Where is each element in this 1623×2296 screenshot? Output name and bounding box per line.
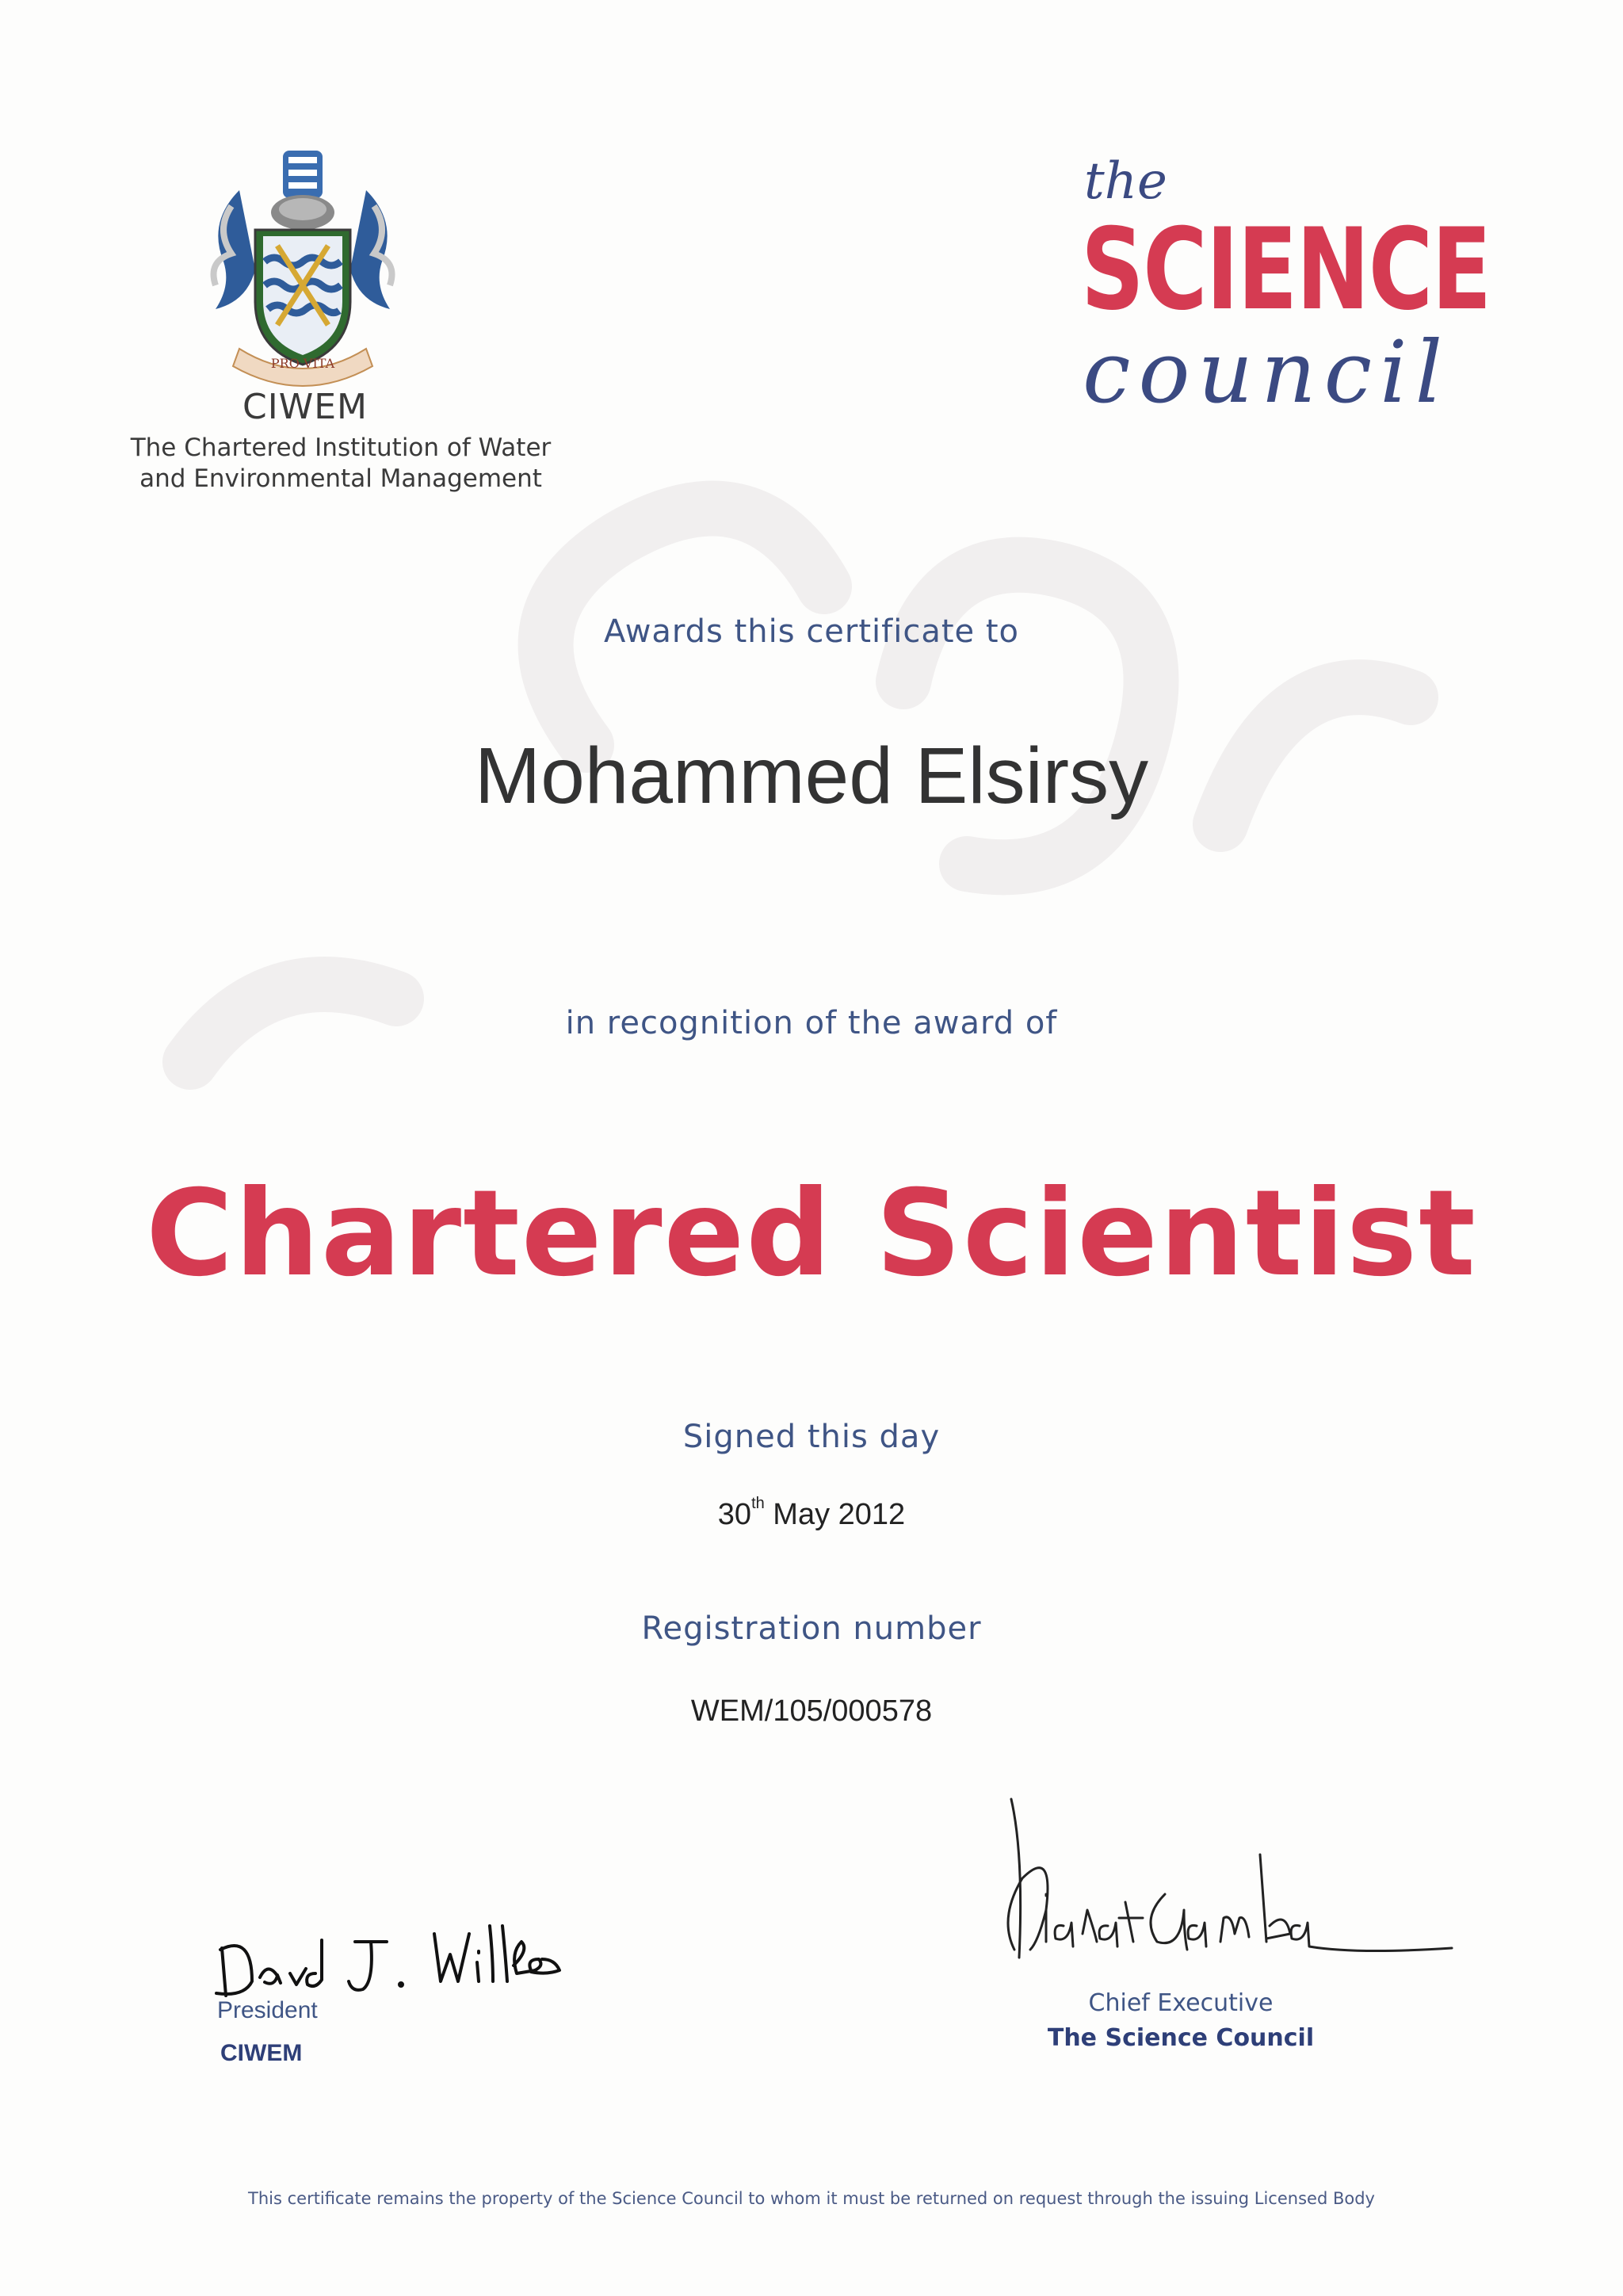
- footer-notice: This certificate remains the property of the Science Council to whom it must be returned on request through the issuing Licensed Body: [248, 2189, 1375, 2208]
- ciwem-full-name-line2: and Environmental Management: [139, 464, 542, 493]
- signed-date: [0, 1495, 1623, 1532]
- president-title: President: [217, 1997, 318, 2023]
- awards-line: Awards this certificate to: [603, 613, 1020, 650]
- registration-number: WEM/105/000578: [690, 1694, 933, 1728]
- recipient-name: Mohammed Elsirsy: [474, 732, 1149, 820]
- ciwem-motto: PRO VITA: [270, 356, 335, 371]
- recognition-line: in recognition of the award of: [565, 1005, 1058, 1041]
- date-suffix: th: [751, 1495, 765, 1512]
- president-signature-text: David J. Wilkes: [204, 1902, 211, 1903]
- ciwem-full-name: [55, 433, 626, 495]
- award-title: Chartered Scientist: [146, 1165, 1477, 1303]
- ciwem-crest-icon: [208, 143, 398, 388]
- science-council-logo-science: SCIENCE: [1081, 204, 1491, 335]
- signed-line: Signed this day: [682, 1419, 941, 1455]
- registration-label: Registration number: [641, 1610, 982, 1647]
- science-council-logo-the: the: [1084, 152, 1167, 211]
- chief-executive-organisation: The Science Council: [1047, 2024, 1315, 2052]
- president-organisation: CIWEM: [220, 2040, 303, 2066]
- president-signature: [204, 1902, 585, 2013]
- date-month-year: May 2012: [764, 1498, 906, 1531]
- date-day: 30: [717, 1498, 752, 1531]
- ciwem-full-name-line1: The Chartered Institution of Water: [130, 434, 552, 462]
- chief-executive-signature: [991, 1791, 1498, 1989]
- chief-executive-title: Chief Executive: [1088, 1989, 1274, 2017]
- science-council-logo-council: council: [1083, 323, 1451, 422]
- ciwem-name: CIWEM: [242, 387, 368, 427]
